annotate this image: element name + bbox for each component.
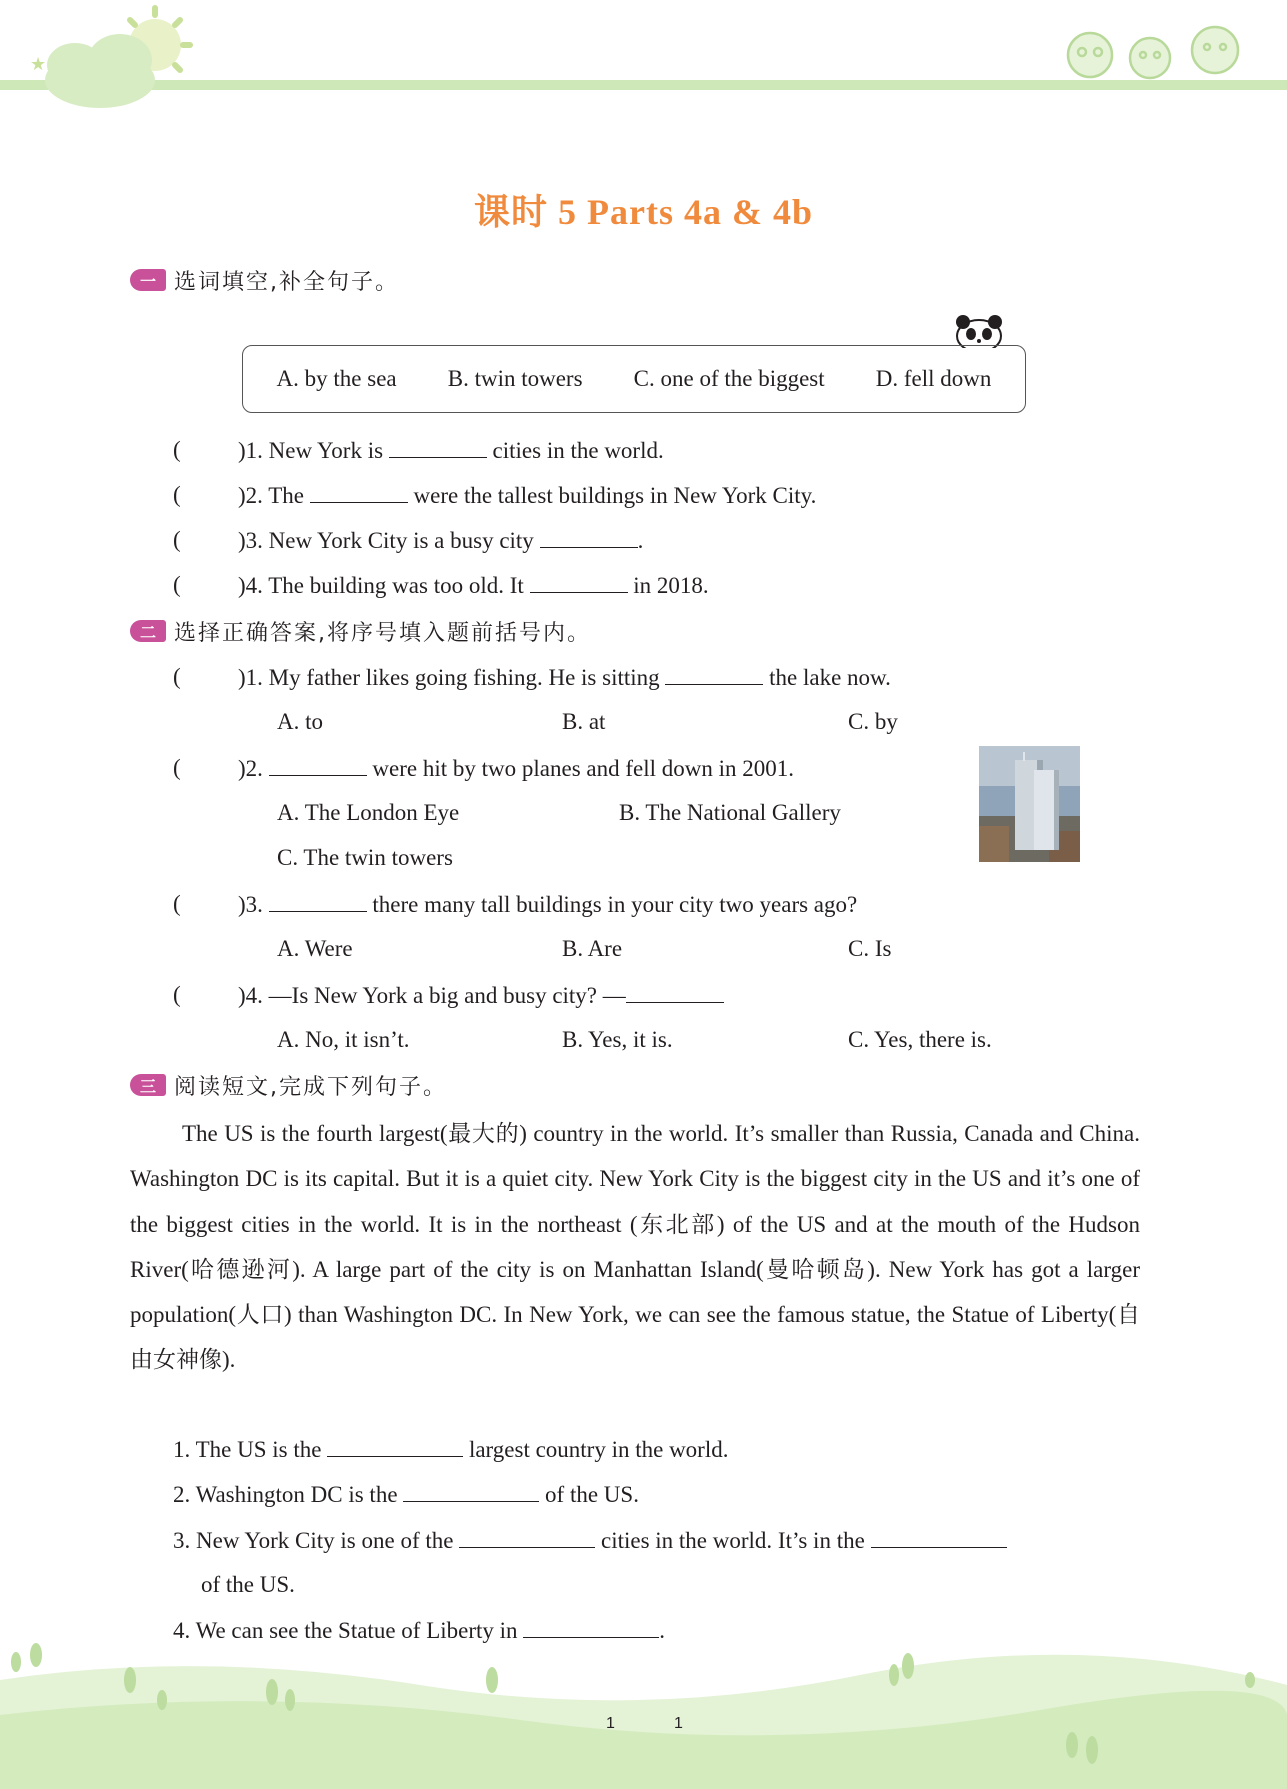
answer-paren[interactable]: ( [173, 755, 181, 780]
question-line: )1. New York is cities in the world. [238, 438, 664, 463]
question-line: )2. The were the tallest buildings in New York City. [238, 483, 817, 508]
question-line-continued: of the US. [201, 1572, 295, 1597]
option-c: C. by [848, 709, 898, 734]
answer-blank[interactable] [871, 1527, 1007, 1548]
question-line: 3. New York City is one of the cities in the world. It’s in the [173, 1527, 1007, 1554]
question-line: )3. New York City is a busy city . [238, 528, 644, 553]
answer-blank[interactable] [626, 982, 724, 1003]
answer-blank[interactable] [540, 527, 638, 548]
answer-blank[interactable] [665, 664, 763, 685]
question-line: )2. were hit by two planes and fell down in 2001. [238, 756, 795, 781]
option-c: C. Yes, there is. [848, 1027, 992, 1052]
option-a: A. No, it isn’t. [277, 1027, 410, 1052]
page-number: 1 [674, 1715, 683, 1732]
section-1-heading [130, 265, 399, 295]
question-line: )1. My father likes going fishing. He is sitting the lake now. [238, 665, 891, 690]
option-c: C. Is [848, 936, 892, 961]
option-b: B. The National Gallery [619, 800, 841, 825]
answer-paren[interactable]: ( [173, 527, 181, 552]
answer-paren[interactable]: ( [173, 891, 181, 916]
section-badge: 一 [130, 269, 166, 291]
answer-paren[interactable]: ( [173, 982, 181, 1007]
page-title: 课时 5 Parts 4a & 4b [474, 192, 813, 232]
option-b: B. at [562, 709, 606, 734]
question-line: 1. The US is the largest country in the world. [173, 1437, 729, 1462]
cloud-icon [45, 34, 155, 108]
answer-blank[interactable] [523, 1617, 659, 1638]
section-badge: 二 [130, 620, 166, 642]
answer-blank[interactable] [389, 437, 487, 458]
answer-blank[interactable] [269, 755, 367, 776]
option-a: A. The London Eye [277, 800, 460, 825]
answer-blank[interactable] [403, 1481, 539, 1502]
section-2-heading [130, 616, 591, 646]
answer-blank[interactable] [310, 482, 408, 503]
answer-blank[interactable] [459, 1527, 595, 1548]
question-line: )4. —Is New York a big and busy city? — [238, 982, 724, 1009]
answer-paren[interactable]: ( [173, 437, 181, 462]
animal-faces-icon [1068, 27, 1238, 78]
word-option: B. twin towers [447, 366, 583, 391]
reading-passage: The US is the fourth largest(最大的) country in the world. It’s smaller than Russia, Canada and China. Washington DC is its capital. But it is a quiet city. New York City is the biggest city in the US and it’s one of the biggest cities in the world. It is in the northeast (东北部) of the US and at the mouth of the Hudson River(哈德逊河). A large part of the city is on Manhattan Island(曼哈顿岛). New York has got a larger population(人口) than Washington DC. In New York, we can see the famous statue, the Statue of Liberty(自由女神像). [130, 1121, 1140, 1373]
word-option: D. fell down [875, 366, 992, 391]
question-line: 4. We can see the Statue of Liberty in . [173, 1618, 666, 1643]
question-line: )3. there many tall buildings in your city two years ago? [238, 892, 858, 917]
twin-towers-photo [979, 746, 1080, 862]
option-c: C. The twin towers [277, 845, 453, 870]
panda-icon [953, 312, 1005, 348]
section-badge: 三 [130, 1074, 166, 1096]
answer-blank[interactable] [327, 1436, 463, 1457]
answer-blank[interactable] [530, 572, 628, 593]
header-decoration [0, 0, 1287, 120]
section-3-heading [130, 1070, 447, 1100]
option-b: B. Are [562, 936, 623, 961]
section-title: 阅读短文,完成下列句子。 [174, 1074, 447, 1100]
answer-paren[interactable]: ( [173, 664, 181, 689]
star-icon: ★ [30, 54, 47, 75]
question-line: 2. Washington DC is the of the US. [173, 1482, 639, 1507]
option-a: A. Were [277, 936, 353, 961]
section-title: 选词填空,补全句子。 [174, 269, 399, 295]
word-bank [242, 345, 1026, 413]
word-option: C. one of the biggest [633, 366, 825, 391]
answer-paren[interactable]: ( [173, 482, 181, 507]
footer-landscape [0, 1640, 1287, 1789]
option-b: B. Yes, it is. [562, 1027, 673, 1052]
question-line: )4. The building was too old. It in 2018. [238, 573, 709, 598]
answer-blank[interactable] [269, 891, 367, 912]
answer-paren[interactable]: ( [173, 572, 181, 597]
section-title: 选择正确答案,将序号填入题前括号内。 [174, 620, 591, 646]
option-a: A. to [277, 709, 323, 734]
word-option: A. by the sea [276, 366, 397, 391]
page-number: 1 [606, 1715, 615, 1732]
